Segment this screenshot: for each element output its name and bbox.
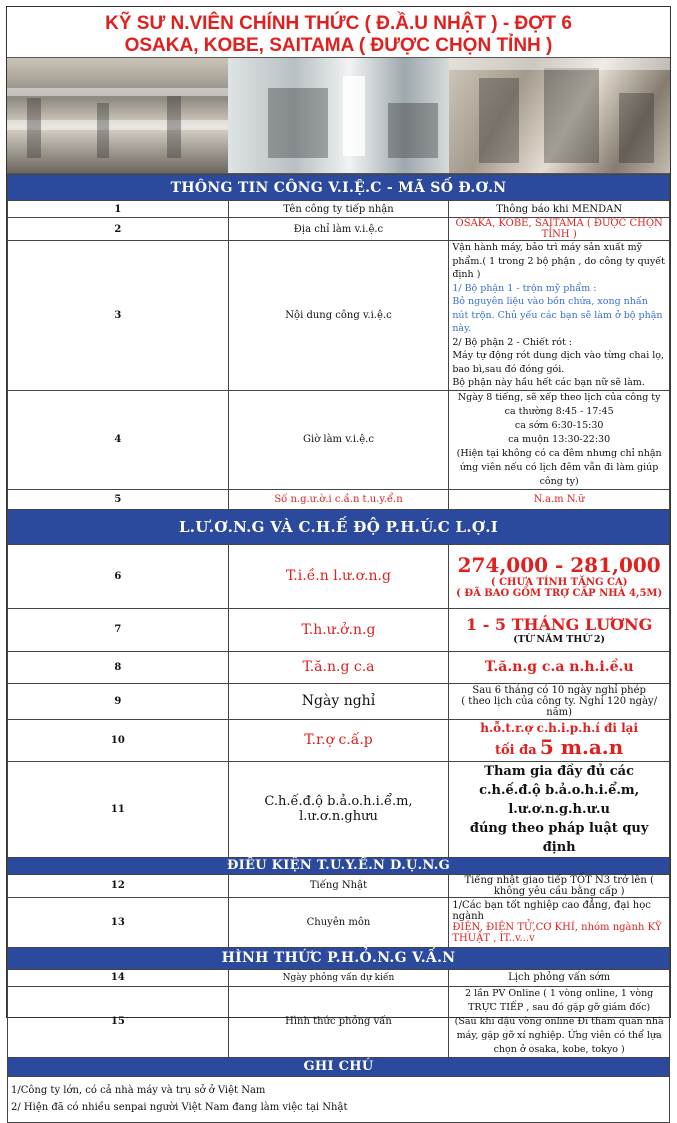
allowance-value: h.ỗ.t.r.ợ c.h.i.p.h.í đi lại tối đa 5 m.a.n	[449, 719, 670, 761]
factory-photo-machinery	[449, 58, 670, 173]
factory-photo-cleanroom	[228, 58, 449, 173]
table-row: 6 T.i.ề.n l.ư.ơ.n.g 274,000 - 281,000 ( CHƯA TÍNH TĂNG CA) ( ĐÃ BAO GỒM TRỢ CẤP NHÀ 4,5M)	[8, 544, 670, 608]
table-row: 3 Nội dung công v.i.ệ.c Vận hành máy, bảo trì máy sản xuất mỹ phẩm.( 1 trong 2 bộ phận , do công ty quyết định ) 1/ Bộ phận 1 - trộn mỹ phẩm : Bỏ nguyên liệu vào bồn chứa, xong nhấn nút trộn. Chủ yếu các bạn sẽ làm ở bộ phận này. 2/ Bộ phận 2 - Chiết rót : Máy tự động rót dung dịch vào từng chai lọ, bao bì,sau đó đóng gói. Bộ phận này hầu hết các bạn nữ sẽ làm.	[8, 241, 670, 391]
section-conditions: ĐIỀU KIỆN T.U.Y.Ể.N D.Ụ.N.G	[8, 857, 670, 874]
job-description: Vận hành máy, bảo trì máy sản xuất mỹ phẩm.( 1 trong 2 bộ phận , do công ty quyết định ) 1/ Bộ phận 1 - trộn mỹ phẩm : Bỏ nguyên liệu vào bồn chứa, xong nhấn nút trộn. Chủ yếu các bạn sẽ làm ở bộ phận này. 2/ Bộ phận 2 - Chiết rót : Máy tự động rót dung dịch vào từng chai lọ, bao bì,sau đó đóng gói. Bộ phận này hầu hết các bạn nữ sẽ làm.	[449, 241, 670, 391]
company-name-value: Thông báo khi MENDAN	[449, 201, 670, 218]
section-job-info: THÔNG TIN CÔNG V.I.Ệ.C - MÃ SỐ Đ.Ơ.N	[8, 175, 670, 201]
interview-format-value: 2 lần PV Online ( 1 vòng online, 1 vòng TRỰC TIẾP , sau đó gặp gỡ giám đốc) (Sau khi đậu vòng online Đi tham quan nhà máy, gặp gỡ xí nghiệp. Ứng viên có thể lựa chọn ở osaka, kobe, tokyo )	[449, 986, 670, 1057]
posting-header	[7, 7, 670, 57]
table-row: 14 Ngày phỏng vấn dự kiến Lịch phỏng vấn sớm	[8, 969, 670, 986]
table-row	[8, 1076, 670, 1122]
overtime-value: T.ă.n.g c.a n.h.i.ề.u	[449, 651, 670, 683]
section-interview: HÌNH THỨC P.H.Ỏ.N.G V.Ấ.N	[8, 947, 670, 969]
header-title: KỸ SƯ N.VIÊN CHÍNH THỨC ( Đ.Ầ.U NHẬT ) - ĐỢT 6	[105, 13, 572, 34]
working-hours: Ngày 8 tiếng, sẽ xếp theo lịch của công ty ca thường 8:45 - 17:45 ca sớm 6:30-15:30 ca muộn 13:30-22:30 (Hiện tại không có ca đêm nhưng chỉ nhận ứng viên nếu có lịch đêm vẫn đi làm giúp công ty)	[449, 390, 670, 489]
gender-value: N.a.m N.ữ	[449, 489, 670, 509]
job-posting	[6, 6, 671, 1113]
table-row: 8 T.ă.n.g c.a T.ă.n.g c.a n.h.i.ề.u	[8, 651, 670, 683]
section-salary: L.Ư.Ơ.N.G VÀ C.H.Ế ĐỘ P.H.Ú.C L.Ợ.I	[8, 509, 670, 544]
days-off-value: Sau 6 tháng có 10 ngày nghỉ phép ( theo lịch của công ty. Nghỉ 120 ngày/ năm)	[449, 683, 670, 719]
factory-photo-conveyor	[7, 58, 228, 173]
table-row: 1 Tên công ty tiếp nhận Thông báo khi MENDAN	[8, 201, 670, 218]
table-row: 5 Số n.g.ư.ờ.i c.ầ.n t.u.y.ể.n N.a.m N.ữ	[8, 489, 670, 509]
bonus-value: 1 - 5 THÁNG LƯƠNG (TỪ NĂM THỨ 2)	[449, 608, 670, 651]
notes-content: 1/Công ty lớn, có cả nhà máy và trụ sở ở Việt Nam 2/ Hiện đã có nhiều senpai người Việt Nam đang làm việc tại Nhật	[8, 1076, 670, 1122]
japanese-level-value: Tiếng nhật giao tiếp TỐT N3 trở lên ( không yêu cầu bằng cấp )	[449, 874, 670, 897]
salary-value: 274,000 - 281,000 ( CHƯA TÍNH TĂNG CA) ( ĐÃ BAO GỒM TRỢ CẤP NHÀ 4,5M)	[449, 544, 670, 608]
table-row: 12 Tiếng Nhật Tiếng nhật giao tiếp TỐT N3 trở lên ( không yêu cầu bằng cấp )	[8, 874, 670, 897]
insurance-value: Tham gia đầy đủ các c.h.ế.đ.ộ b.ả.o.h.i.ể.m, l.ư.ơ.n.g.h.ư.u đúng theo pháp luật quy định	[449, 761, 670, 857]
header-subtitle: OSAKA, KOBE, SAITAMA ( ĐƯỢC CHỌN TỈNH )	[124, 35, 553, 56]
table-row: 2 Địa chỉ làm v.i.ệ.c OSAKA, KOBE, SAITAMA ( ĐƯỢC CHỌN TỈNH )	[8, 218, 670, 241]
table-row: 9 Ngày nghỉ Sau 6 tháng có 10 ngày nghỉ phép ( theo lịch của công ty. Nghỉ 120 ngày/ năm)	[8, 683, 670, 719]
section-notes: GHI CHÚ	[8, 1057, 670, 1076]
table-row: 7 T.h.ư.ở.n.g 1 - 5 THÁNG LƯƠNG (TỪ NĂM THỨ 2)	[8, 608, 670, 651]
work-location-value: OSAKA, KOBE, SAITAMA ( ĐƯỢC CHỌN TỈNH )	[449, 218, 670, 241]
table-row: 15 Hình thức phỏng vấn 2 lần PV Online ( 1 vòng online, 1 vòng TRỰC TIẾP , sau đó gặp gỡ giám đốc) (Sau khi đậu vòng online Đi tham quan nhà máy, gặp gỡ xí nghiệp. Ứng viên có thể lựa chọn ở osaka, kobe, tokyo )	[8, 986, 670, 1057]
table-row: 4 Giờ làm v.i.ệ.c Ngày 8 tiếng, sẽ xếp theo lịch của công ty ca thường 8:45 - 17:45 ca sớm 6:30-15:30 ca muộn 13:30-22:30 (Hiện tại không có ca đêm nhưng chỉ nhận ứng viên nếu có lịch đêm vẫn đi làm giúp công ty)	[8, 390, 670, 489]
factory-photos	[7, 57, 670, 174]
interview-date-value: Lịch phỏng vấn sớm	[449, 969, 670, 986]
table-row: 10 T.r.ợ c.ấ.p h.ỗ.t.r.ợ c.h.i.p.h.í đi lại tối đa 5 m.a.n	[8, 719, 670, 761]
major-value: 1/Các bạn tốt nghiệp cao đẳng, đại học ngành ĐIỆN, ĐIỆN TỬ,CƠ KHÍ, nhóm ngành KỸ THUẬT , IT..v...v	[449, 897, 670, 947]
job-table	[7, 174, 670, 1123]
table-row: 13 Chuyên môn 1/Các bạn tốt nghiệp cao đẳng, đại học ngành ĐIỆN, ĐIỆN TỬ,CƠ KHÍ, nhóm ngành KỸ THUẬT , IT..v...v	[8, 897, 670, 947]
table-row: 11 C.h.ế.đ.ộ b.ả.o.h.i.ể.m, l.ư.ơ.n.ghưu Tham gia đầy đủ các c.h.ế.đ.ộ b.ả.o.h.i.ể.m, l.ư.ơ.n.g.h.ư.u đúng theo pháp luật quy định	[8, 761, 670, 857]
